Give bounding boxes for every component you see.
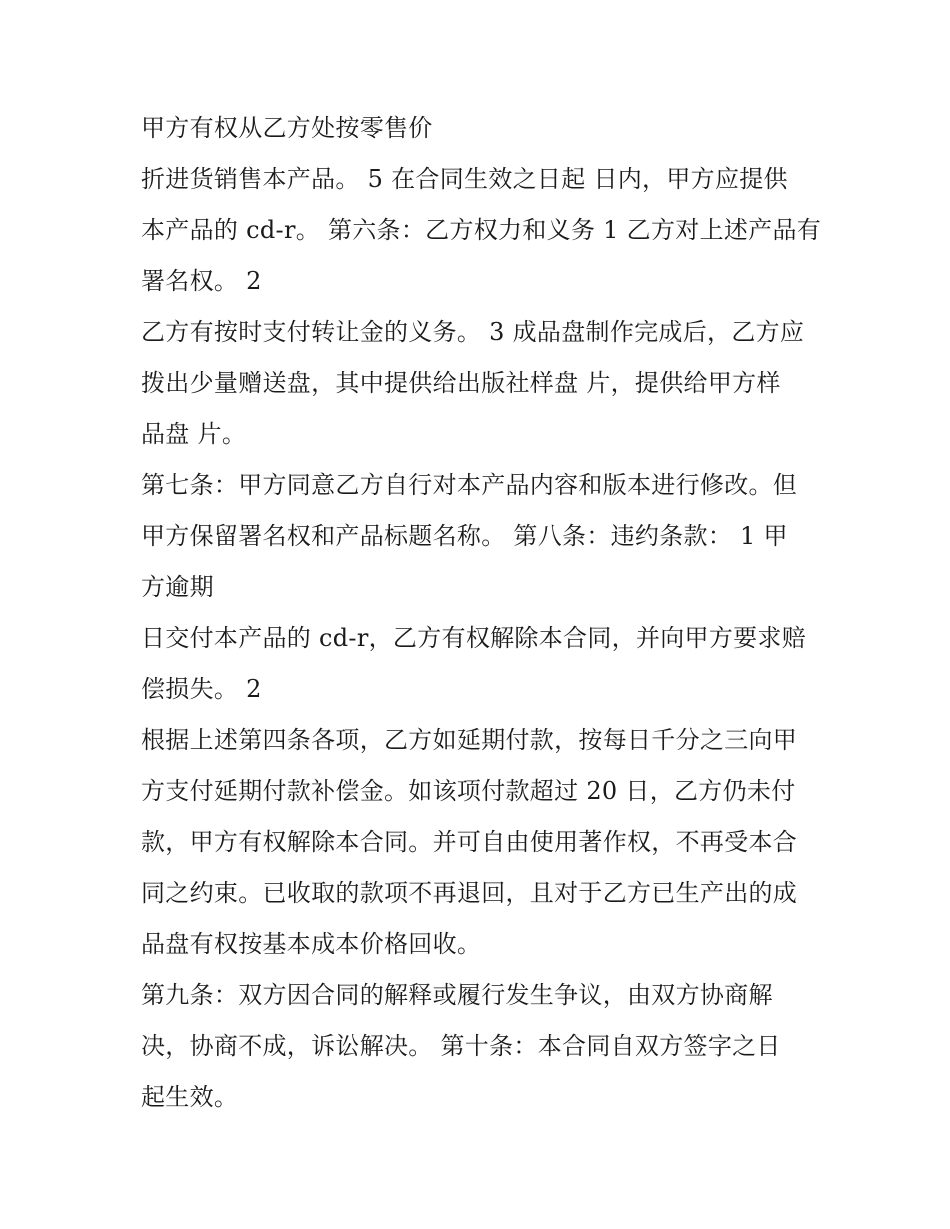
text-line-5: 乙方有按时支付转让金的义务。 3 成品盘制作完成后，乙方应	[141, 318, 805, 346]
text-line-7: 品盘 片。	[141, 420, 247, 448]
text-line-9: 甲方保留署名权和产品标题名称。 第八条：违约条款： 1 甲	[141, 522, 788, 550]
text-line-1: 甲方有权从乙方处按零售价	[141, 114, 433, 142]
text-line-19: 决，协商不成，诉讼解决。 第十条：本合同自双方签字之日	[141, 1032, 781, 1060]
text-line-13: 根据上述第四条各项，乙方如延期付款，按每日千分之三向甲	[141, 726, 798, 754]
text-line-8: 第七条：甲方同意乙方自行对本产品内容和版本进行修改。但	[141, 471, 798, 499]
text-line-15: 款，甲方有权解除本合同。并可自由使用著作权，不再受本合	[141, 828, 798, 856]
text-line-2: 折进货销售本产品。 5 在合同生效之日起 日内，甲方应提供	[141, 165, 788, 193]
text-line-18: 第九条：双方因合同的解释或履行发生争议，由双方协商解	[141, 981, 773, 1009]
document-body	[141, 103, 821, 1123]
text-line-16: 同之约束。已收取的款项不再退回，且对于乙方已生产出的成	[141, 879, 798, 907]
text-line-3: 本产品的 cd-r。 第六条：乙方权力和义务 1 乙方对上述产品有	[141, 216, 822, 244]
text-line-12: 偿损失。 2	[141, 675, 262, 703]
text-line-20: 起生效。	[141, 1083, 239, 1111]
text-line-14: 方支付延期付款补偿金。如该项付款超过 20 日，乙方仍未付	[141, 777, 796, 805]
text-line-4: 署名权。 2	[141, 267, 262, 295]
text-line-6: 拨出少量赠送盘，其中提供给出版社样盘 片，提供给甲方样	[141, 369, 781, 397]
text-line-11: 日交付本产品的 cd-r，乙方有权解除本合同，并向甲方要求赔	[141, 624, 807, 652]
text-line-17: 品盘有权按基本成本价格回收。	[141, 930, 482, 958]
text-line-10: 方逾期	[141, 573, 214, 601]
